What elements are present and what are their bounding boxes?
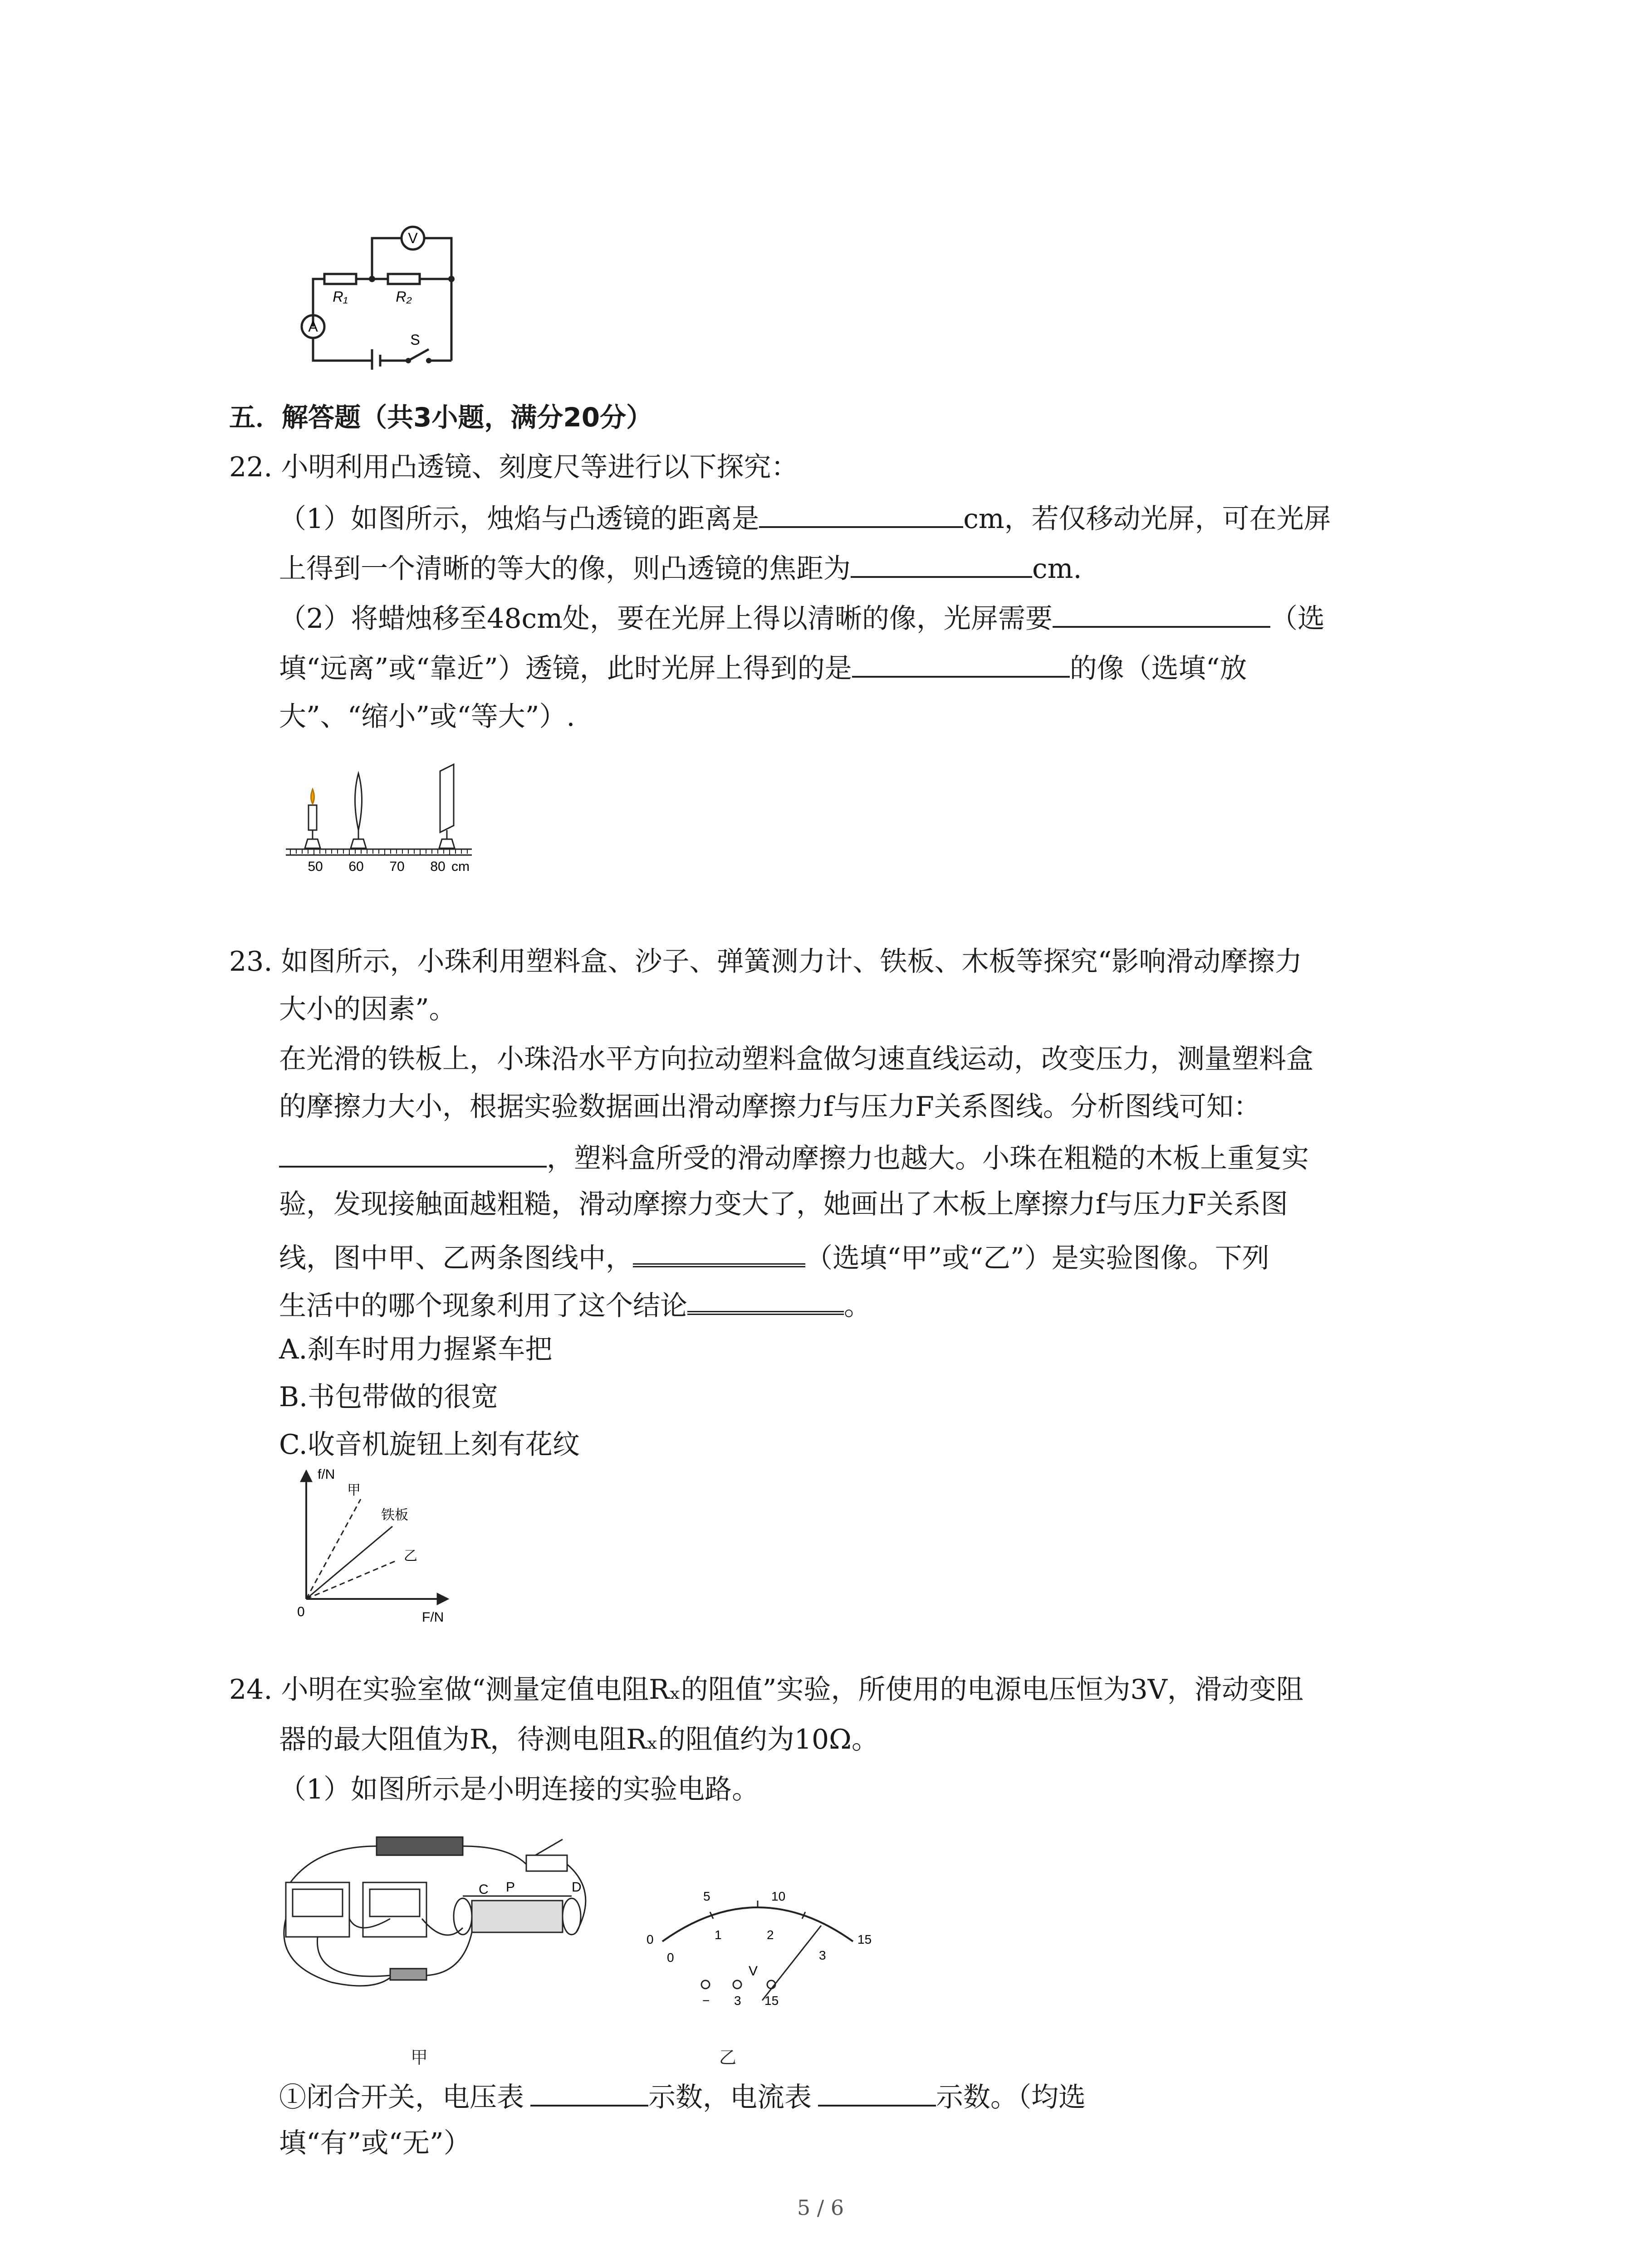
dial-letter-v: V <box>749 1964 758 1979</box>
q22-p2-text-a: （2）将蜡烛移至48cm处，要在光屏上得以清晰的像，光屏需要 <box>279 603 1053 635</box>
ruler-tick-80: 80 <box>430 859 446 874</box>
q23-text-8a: 生活中的哪个现象利用了这个结论 <box>279 1290 687 1322</box>
q22-stem <box>229 449 798 485</box>
q23-blank-graph[interactable] <box>633 1236 805 1267</box>
q24-sub1-text-b: 示数，电流表 <box>648 2082 812 2113</box>
graph-line-jia <box>306 1499 361 1599</box>
voltmeter-dial-figure <box>635 1864 880 2009</box>
ruler-tick-70: 70 <box>389 859 405 874</box>
q23-blank-application[interactable] <box>687 1284 844 1315</box>
q22-part2-line2 <box>279 649 1247 687</box>
optical-bench-figure <box>281 762 481 880</box>
ruler-tick-60: 60 <box>348 859 364 874</box>
q23-line2: 大小的因素”。 <box>279 993 456 1025</box>
graph-line-yi <box>306 1560 397 1599</box>
switch-label: S <box>410 332 420 348</box>
q24-sub1-line2: 填“有”或“无”） <box>279 2127 471 2159</box>
ammeter-label: A <box>308 318 318 335</box>
terminal-15: 15 <box>764 1994 779 2008</box>
dial-outer-10: 10 <box>771 1889 786 1903</box>
q22-part2-line1 <box>279 599 1325 637</box>
q22-part1-line1 <box>279 499 1331 537</box>
rheostat-label-p: P <box>506 1880 515 1895</box>
graph-xlabel: F/N <box>422 1610 444 1625</box>
r2-label: R₂ <box>396 288 412 305</box>
caption-yi: 乙 <box>719 2048 737 2068</box>
q22-part1-line2 <box>279 549 1082 587</box>
terminal-minus: − <box>702 1994 710 2008</box>
q23-line4: 的摩擦力大小，根据实验数据画出滑动摩擦力f与压力F关系图线。分析图线可知： <box>279 1091 1261 1123</box>
circuit-apparatus-figure <box>272 1828 644 2000</box>
q23-line7 <box>279 1236 1269 1276</box>
q23-blank-conclusion[interactable] <box>279 1139 547 1168</box>
q24-sub1-text-a: ①闭合开关，电压表 <box>279 2082 524 2113</box>
q22-p1-text-c: 上得到一个清晰的等大的像，则凸透镜的焦距为 <box>279 553 851 585</box>
q23-line1 <box>229 943 1302 980</box>
q22-blank-focal[interactable] <box>851 549 1032 578</box>
q24-blank-voltmeter[interactable] <box>530 2077 648 2107</box>
q23-option-b: B.书包带做的很宽 <box>279 1381 499 1413</box>
q23-text-1: 如图所示，小珠利用塑料盒、沙子、弹簧测力计、铁板、木板等探究“影响滑动摩擦力 <box>281 946 1303 978</box>
q22-p1-text-b: cm，若仅移动光屏，可在光屏 <box>963 503 1331 535</box>
q22-p1-text-a: （1）如图所示，烛焰与凸透镜的距离是 <box>279 503 759 535</box>
graph-line-iron <box>306 1526 392 1599</box>
q23-line8 <box>279 1284 871 1324</box>
q24-line1 <box>229 1672 1303 1708</box>
dial-inner-1: 1 <box>715 1928 722 1942</box>
q24-sub1-line1 <box>279 2077 1086 2116</box>
series-label-yi: 乙 <box>404 1549 417 1564</box>
section-heading: 五．解答题（共3小题，满分20分） <box>229 402 653 433</box>
series-label-jia: 甲 <box>347 1483 361 1498</box>
dial-inner-2: 2 <box>767 1928 774 1942</box>
rheostat-label-d: D <box>572 1880 582 1895</box>
q24-line2: 器的最大阻值为R，待测电阻Rₓ的阻值约为10Ω。 <box>279 1724 879 1755</box>
q23-option-a: A.刹车时用力握紧车把 <box>279 1334 553 1365</box>
caption-jia: 甲 <box>411 2048 428 2068</box>
q22-stem-text: 小明利用凸透镜、刻度尺等进行以下探究： <box>281 451 798 483</box>
q24-line3: （1）如图所示是小明连接的实验电路。 <box>279 1774 759 1805</box>
q23-option-c: C.收音机旋钮上刻有花纹 <box>279 1429 580 1461</box>
r1-label: R₁ <box>333 288 348 305</box>
q23-line6: 验，发现接触面越粗糙，滑动摩擦力变大了，她画出了木板上摩擦力f与压力F关系图 <box>279 1188 1288 1220</box>
ruler-unit: cm <box>451 859 470 874</box>
graph-ylabel: f/N <box>318 1467 335 1482</box>
q22-p2-text-b: （选 <box>1270 603 1325 635</box>
q23-text-7a: 线，图中甲、乙两条图线中， <box>279 1242 633 1274</box>
q23-text-5: ，塑料盒所受的滑动摩擦力也越大。小珠在粗糙的木板上重复实 <box>547 1143 1309 1174</box>
q22-blank-direction[interactable] <box>1053 599 1270 628</box>
q23-line3: 在光滑的铁板上，小珠沿水平方向拉动塑料盒做匀速直线运动，改变压力，测量塑料盒 <box>279 1043 1313 1075</box>
terminal-3: 3 <box>734 1994 741 2008</box>
friction-graph <box>279 1463 470 1626</box>
q22-part2-line3: 大”、“缩小”或“等大”）. <box>279 701 575 733</box>
dial-outer-0: 0 <box>647 1932 654 1946</box>
q22-blank-distance[interactable] <box>759 499 963 528</box>
q22-p2-text-d: 的像（选填“放 <box>1069 653 1247 684</box>
dial-outer-5: 5 <box>703 1889 710 1903</box>
q22-p2-text-c: 填“远离”或“靠近”）透镜，此时光屏上得到的是 <box>279 653 852 684</box>
q22-p1-text-d: cm. <box>1032 553 1082 585</box>
q24-number: 24. <box>229 1674 273 1706</box>
dial-outer-15: 15 <box>857 1932 872 1946</box>
voltmeter-label: V <box>408 230 418 246</box>
q23-number: 23. <box>229 946 273 978</box>
dial-inner-3: 3 <box>819 1948 826 1962</box>
q22-number: 22. <box>229 451 273 483</box>
series-label-iron: 铁板 <box>381 1508 408 1523</box>
q22-blank-image[interactable] <box>852 649 1070 678</box>
q24-blank-ammeter[interactable] <box>818 2077 936 2107</box>
q24-text-1: 小明在实验室做“测量定值电阻Rₓ的阻值”实验，所使用的电源电压恒为3V，滑动变阻 <box>281 1674 1303 1706</box>
q23-line5 <box>279 1139 1309 1177</box>
ruler-tick-50: 50 <box>308 859 323 874</box>
page-number: 5 / 6 <box>797 2195 844 2220</box>
graph-origin: 0 <box>297 1604 305 1619</box>
q24-sub1-text-c: 示数。（均选 <box>936 2082 1086 2113</box>
q23-text-7b: （选填“甲”或“乙”）是实验图像。下列 <box>805 1242 1269 1274</box>
q23-text-8b: 。 <box>844 1290 871 1322</box>
rheostat-label-c: C <box>479 1882 489 1897</box>
dial-inner-0: 0 <box>667 1950 674 1965</box>
series-circuit-figure <box>263 213 472 376</box>
